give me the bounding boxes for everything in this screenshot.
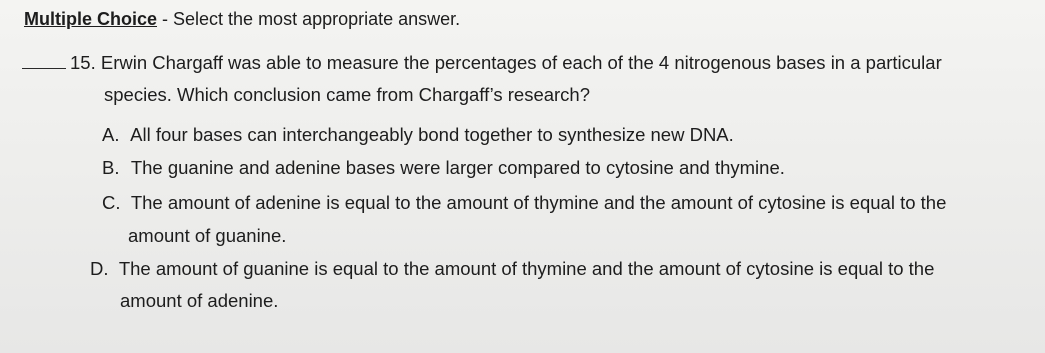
section-instruction: - Select the most appropriate answer.	[157, 9, 461, 29]
option-c-letter: C.	[102, 192, 121, 213]
answer-blank[interactable]	[22, 68, 66, 69]
option-c-text-line-2: amount of guanine.	[128, 225, 287, 246]
option-b[interactable]	[102, 157, 785, 179]
option-c-text: The amount of adenine is equal to the amount of thymine and the amount of cytosine is equal to the	[130, 192, 947, 213]
option-c[interactable]	[102, 192, 946, 214]
option-d-letter: D.	[90, 258, 109, 279]
question-text-line-2: species. Which conclusion came from Chargaff’s research?	[104, 84, 591, 105]
question-line-1	[70, 52, 942, 74]
section-title: Multiple Choice	[24, 9, 158, 29]
option-d[interactable]	[90, 258, 934, 280]
option-b-text: The guanine and adenine bases were larger compared to cytosine and thymine.	[130, 157, 785, 178]
option-a[interactable]	[102, 124, 734, 146]
section-header	[24, 8, 460, 30]
question-number: 15.	[70, 52, 96, 73]
option-d-text: The amount of guanine is equal to the amount of thymine and the amount of cytosine is equal to the	[118, 258, 935, 279]
option-a-text: All four bases can interchangeably bond together to synthesize new DNA.	[130, 124, 734, 145]
question-text-line-1: Erwin Chargaff was able to measure the percentages of each of the 4 nitrogenous bases in a particular	[100, 52, 942, 73]
option-b-letter: B.	[102, 157, 120, 178]
option-a-letter: A.	[102, 124, 120, 145]
option-d-text-line-2: amount of adenine.	[120, 290, 279, 311]
